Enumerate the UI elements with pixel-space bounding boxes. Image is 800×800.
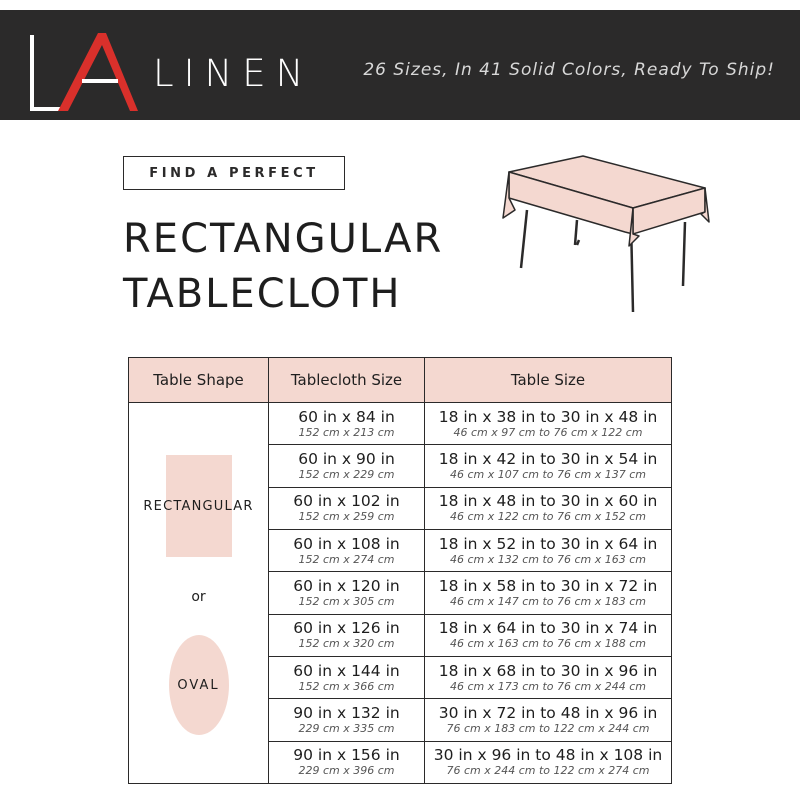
tablecloth-size-cell: 60 in x 90 in 152 cm x 229 cm [269,445,425,487]
oval-label: OVAL [177,678,220,693]
title-line-1: RECTANGULAR [123,216,444,262]
rectangular-label: RECTANGULAR [143,499,254,514]
size-chart-table [128,357,672,784]
table-size-cell: 18 in x 58 in to 30 in x 72 in 46 cm x 147 cm to 76 cm x 183 cm [425,572,672,614]
or-label: or [191,589,206,605]
brand-header [0,10,800,120]
page-title [123,212,443,322]
tablecloth-size-cell: 60 in x 108 in 152 cm x 274 cm [269,529,425,571]
title-line-2: TABLECLOTH [123,271,402,317]
table-size-cell: 30 in x 72 in to 48 in x 96 in 76 cm x 183 cm to 122 cm x 244 cm [425,699,672,741]
tablecloth-size-cell: 90 in x 156 in 229 cm x 396 cm [269,741,425,783]
header-table-size: Table Size [425,358,672,403]
la-linen-logo [22,27,142,113]
brand-wordmark: LINEN [153,52,314,95]
table-header-row [129,358,672,403]
tablecloth-size-cell: 60 in x 84 in 152 cm x 213 cm [269,403,425,445]
tablecloth-table-illustration [497,150,712,315]
brand-tagline: 26 Sizes, In 41 Solid Colors, Ready To Ship! [363,60,775,80]
table-row [129,403,672,445]
table-size-cell: 30 in x 96 in to 48 in x 108 in 76 cm x 244 cm to 122 cm x 274 cm [425,741,672,783]
shape-cell [129,403,269,784]
tablecloth-size-cell: 60 in x 120 in 152 cm x 305 cm [269,572,425,614]
table-size-cell: 18 in x 48 in to 30 in x 60 in 46 cm x 122 cm to 76 cm x 152 cm [425,487,672,529]
eyebrow-badge: FIND A PERFECT [123,156,345,190]
table-size-cell: 18 in x 42 in to 30 in x 54 in 46 cm x 107 cm to 76 cm x 137 cm [425,445,672,487]
tablecloth-size-cell: 90 in x 132 in 229 cm x 335 cm [269,699,425,741]
tablecloth-size-cell: 60 in x 144 in 152 cm x 366 cm [269,656,425,698]
header-table-shape: Table Shape [129,358,269,403]
table-size-cell: 18 in x 64 in to 30 in x 74 in 46 cm x 163 cm to 76 cm x 188 cm [425,614,672,656]
tablecloth-size-cell: 60 in x 102 in 152 cm x 259 cm [269,487,425,529]
table-size-cell: 18 in x 38 in to 30 in x 48 in 46 cm x 97 cm to 76 cm x 122 cm [425,403,672,445]
table-size-cell: 18 in x 68 in to 30 in x 96 in 46 cm x 173 cm to 76 cm x 244 cm [425,656,672,698]
table-size-cell: 18 in x 52 in to 30 in x 64 in 46 cm x 132 cm to 76 cm x 163 cm [425,529,672,571]
tablecloth-size-cell: 60 in x 126 in 152 cm x 320 cm [269,614,425,656]
header-tablecloth-size: Tablecloth Size [269,358,425,403]
